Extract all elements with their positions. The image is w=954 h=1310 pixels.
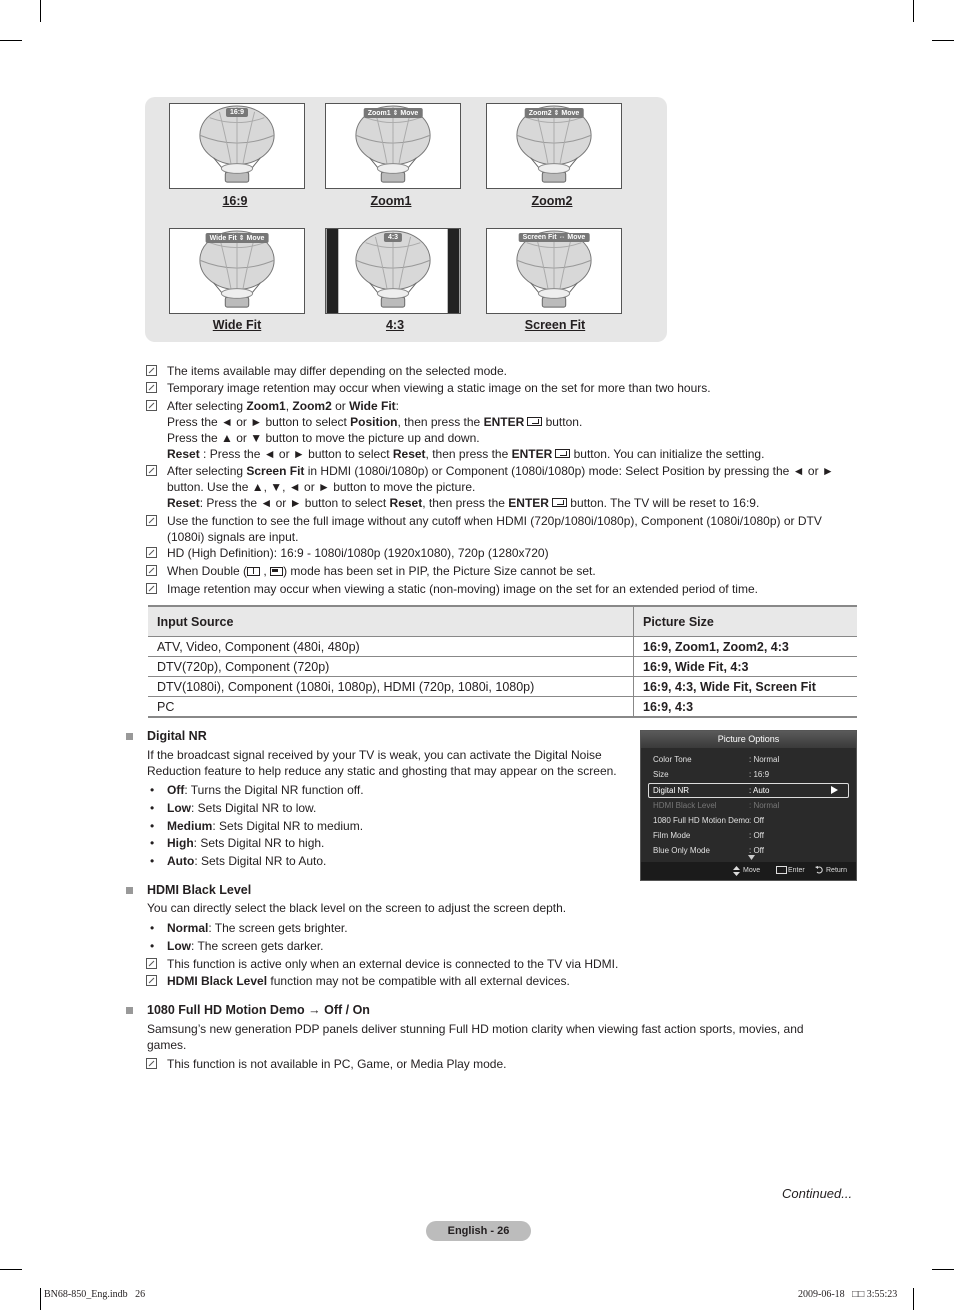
enter-icon: [555, 449, 570, 458]
note-icon: [146, 400, 157, 411]
scroll-down-icon: [748, 855, 755, 860]
menu-item[interactable]: Digital NR : Auto: [653, 786, 770, 795]
page-number-badge: English - 26: [426, 1221, 531, 1241]
enter-label: Enter: [788, 867, 805, 874]
crop-mark: [40, 0, 41, 22]
crop-mark: [0, 40, 22, 41]
note-icon: [146, 365, 157, 376]
osd-label: 16:9: [226, 108, 248, 117]
section-bullet: [126, 1007, 133, 1014]
menu-item[interactable]: Film Mode : Off: [653, 831, 764, 840]
crop-mark: [0, 1269, 22, 1270]
note-icon: [146, 465, 157, 476]
menu-item[interactable]: Blue Only Mode : Off: [653, 846, 764, 855]
crop-mark: [932, 40, 954, 41]
return-label: Return: [826, 867, 848, 874]
picture-size-thumbnail: [486, 228, 622, 314]
picture-size-cell: 16:9, 4:3, Wide Fit, Screen Fit: [634, 677, 858, 697]
picture-size-thumbnail: [169, 103, 305, 189]
digital-nr-description: If the broadcast signal received by your TV is weak, you can activate the Digital Noise Reduction feature to help reduce any static and ghosting that may appear on the screen.: [147, 748, 617, 778]
note-icon: [146, 583, 157, 594]
picture-size-caption: 4:3: [385, 318, 405, 332]
table-header-input-source: Input Source: [148, 606, 634, 637]
osd-label: Zoom1 ⇕ Move: [364, 108, 423, 118]
table-header-picture-size: Picture Size: [634, 606, 858, 637]
print-slug-left: BN68-850_Eng.indb 26: [44, 1289, 146, 1300]
section-bullet: [126, 887, 133, 894]
menu-item[interactable]: 1080 Full HD Motion Demo : Off: [653, 816, 764, 825]
crop-mark: [913, 0, 914, 22]
table-row: [148, 697, 857, 718]
enter-icon: [776, 866, 787, 874]
digital-nr-heading: Digital NR: [147, 729, 207, 743]
move-label: Move: [743, 867, 761, 874]
note-icon: [146, 958, 157, 969]
picture-size-thumbnail: [325, 228, 461, 314]
table-row: [148, 677, 857, 697]
pip-double-icon: [270, 567, 283, 576]
picture-size-caption: Zoom1: [370, 194, 412, 208]
input-source-cell: DTV(720p), Component (720p): [148, 657, 634, 677]
enter-icon: [552, 498, 567, 507]
menu-item[interactable]: Color Tone : Normal: [653, 755, 780, 764]
note-icon: [146, 382, 157, 393]
picture-size-caption: Screen Fit: [524, 318, 586, 332]
picture-size-thumbnail: [325, 103, 461, 189]
menu-item[interactable]: HDMI Black Level : Normal: [653, 801, 780, 810]
motion-demo-description: Samsung’s new generation PDP panels deliver stunning Full HD motion clarity when viewing fast action sports, movies, and games.: [147, 1022, 804, 1052]
note-icon: [146, 547, 157, 558]
picture-size-cell: 16:9, 4:3: [634, 697, 858, 718]
continued-label: Continued...: [782, 1186, 853, 1201]
note-icon: [146, 565, 157, 576]
note-icon: [146, 975, 157, 986]
pip-double-icon: [247, 567, 260, 576]
menu-footer: [641, 862, 856, 880]
table-row: [148, 657, 857, 677]
picture-size-thumbnail: [169, 228, 305, 314]
picture-options-menu: [640, 730, 857, 881]
section-bullet: [126, 733, 133, 740]
motion-demo-heading: 1080 Full HD Motion Demo → Off / On: [147, 1003, 370, 1017]
menu-title: Picture Options: [641, 731, 856, 748]
note-icon: [146, 515, 157, 526]
picture-size-caption: 16:9: [222, 194, 248, 208]
osd-label: 4:3: [384, 233, 402, 242]
input-source-cell: ATV, Video, Component (480i, 480p): [148, 637, 634, 657]
hdmi-black-level-heading: HDMI Black Level: [147, 883, 252, 897]
table-row: [148, 637, 857, 657]
picture-size-caption: Wide Fit: [212, 318, 262, 332]
hdmi-black-level-description: You can directly select the black level on the screen to adjust the screen depth.: [147, 901, 567, 915]
input-source-cell: PC: [148, 697, 634, 718]
osd-label: Zoom2 ⇕ Move: [525, 108, 584, 118]
print-slug-right: 2009-06-18 □□ 3:55:23: [798, 1289, 898, 1300]
return-icon: [815, 866, 823, 874]
crop-mark: [40, 1288, 41, 1310]
picture-size-cell: 16:9, Wide Fit, 4:3: [634, 657, 858, 677]
enter-icon: [527, 417, 542, 426]
move-icon: [733, 866, 740, 876]
note-icon: [146, 1058, 157, 1069]
picture-size-cell: 16:9, Zoom1, Zoom2, 4:3: [634, 637, 858, 657]
menu-item[interactable]: Size : 16:9: [653, 770, 770, 779]
input-source-cell: DTV(1080i), Component (1080i, 1080p), HDMI (720p, 1080i, 1080p): [148, 677, 634, 697]
crop-mark: [913, 1288, 914, 1310]
crop-mark: [932, 1269, 954, 1270]
right-arrow-icon: [831, 786, 838, 794]
picture-size-caption: Zoom2: [531, 194, 573, 208]
osd-label: Wide Fit ⇕ Move: [206, 233, 269, 243]
osd-label: Screen Fit ⇔ Move: [519, 233, 590, 242]
picture-size-thumbnail: [486, 103, 622, 189]
picture-size-table: [148, 605, 857, 718]
